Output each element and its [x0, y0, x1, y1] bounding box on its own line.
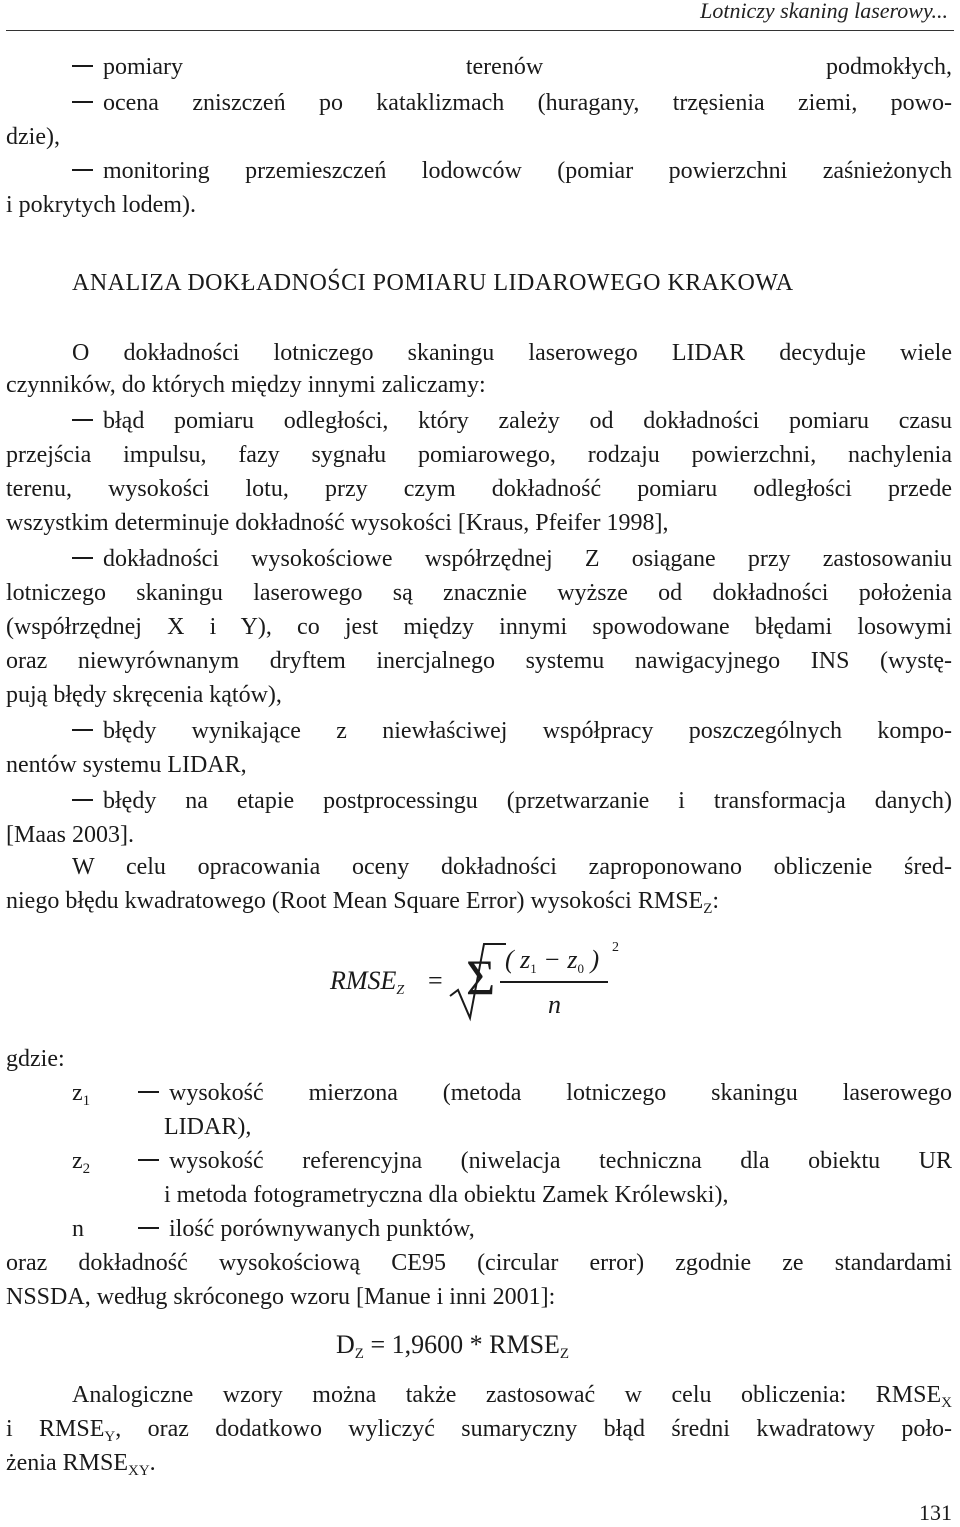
paragraph-line: O dokładności lotniczego skaningu laserowego LIDAR decyduje wiele	[72, 340, 952, 366]
dash-icon	[138, 1091, 159, 1093]
paragraph-line: czynników, do których między innymi zaliczamy:	[6, 372, 486, 398]
dash-icon	[72, 729, 93, 731]
def-cont: i metoda fotogrametryczna dla obiektu Zamek Królewski),	[164, 1182, 729, 1208]
bullet-line: pują błędy skręcenia kątów),	[6, 682, 282, 708]
bullet-line: (współrzędnej X i Y), co jest między innymi spowodowane błędami losowymi	[6, 614, 952, 640]
dash-icon	[72, 799, 93, 801]
list-item: ocena zniszczeń po kataklizmach (huragany, trzęsienia ziemi, powo-	[72, 88, 952, 118]
def-cont: LIDAR),	[164, 1114, 252, 1140]
def-term: n	[72, 1216, 84, 1242]
bullet-line: terenu, wysokości lotu, przy czym dokładność pomiaru odległości przede	[6, 476, 952, 502]
formula-dz: $D_Z = 1,9600$ * $RMSE_Z$	[336, 1330, 570, 1362]
paragraph-line: oraz dokładność wysokościową CE95 (circular error) zgodnie ze standardami	[6, 1250, 952, 1276]
list-item-cont: i pokrytych lodem).	[6, 192, 196, 218]
formula-lhs: $RMSE_Z$	[330, 966, 405, 998]
fraction-bar	[500, 981, 608, 983]
bullet-line: [Maas 2003].	[6, 822, 134, 848]
bullet-line: nentów systemu LIDAR,	[6, 752, 247, 778]
bullet-line: przejścia impulsu, fazy sygnału pomiarowego, rodzaju powierzchni, nachylenia	[6, 442, 952, 468]
dash-icon	[138, 1227, 159, 1229]
bullet-line: lotniczego skaningu laserowego są znacznie wyższe od dokładności położenia	[6, 580, 952, 606]
bullet-line: oraz niewyrównanym dryftem inercjalnego systemu nawigacyjnego INS (wystę-	[6, 648, 952, 674]
dash-icon	[72, 419, 93, 421]
sum-symbol: Σ	[466, 949, 496, 1005]
formula-denominator: n	[548, 990, 561, 1019]
def-term: $z_2$	[72, 1148, 91, 1177]
paragraph-line: żenia $RMSE_{XY}$.	[6, 1450, 156, 1479]
section-heading: ANALIZA DOKŁADNOŚCI POMIARU LIDAROWEGO KRAKOWA	[72, 270, 794, 296]
paragraph-line: i $RMSE_Y$, oraz dodatkowo wyliczyć sumaryczny błąd średni kwadratowy poło-	[6, 1416, 953, 1445]
bullet-line: błędy wynikające z niewłaściwej współpracy poszczególnych kompo-	[72, 716, 952, 746]
dash-icon	[138, 1159, 159, 1161]
page-number: 131	[919, 1500, 952, 1525]
formula-numerator: ( $z_1 - z_0$ )	[505, 945, 600, 976]
bullet-line: błąd pomiaru odległości, który zależy od dokładności pomiaru czasu	[72, 406, 952, 436]
paragraph-line: Analogiczne wzory można także zastosować w celu obliczenia: $RMSE_X$	[72, 1382, 952, 1411]
list-item-cont: dzie),	[6, 124, 60, 150]
formula-eq: =	[428, 966, 443, 995]
bullet-line: błędy na etapie postprocessingu (przetwarzanie i transformacja danych)	[72, 786, 952, 816]
dash-icon	[72, 101, 93, 103]
running-header: Lotniczy skaning laserowy...	[700, 0, 948, 23]
paragraph-line: NSSDA, według skróconego wzoru [Manue i inni 2001]:	[6, 1284, 556, 1310]
formula-power: 2	[612, 940, 619, 955]
bullet-line: wszystkim determinuje dokładność wysokości [Kraus, Pfeifer 1998],	[6, 510, 669, 536]
paragraph-line: niego błędu kwadratowego (Root Mean Square Error) wysokości $RMSE_Z$:	[6, 888, 720, 917]
def-text: ilość porównywanych punktów,	[138, 1214, 952, 1244]
dash-icon	[72, 65, 93, 67]
list-item: monitoring przemieszczeń lodowców (pomiar powierzchni zaśnieżonych	[72, 156, 952, 186]
dash-icon	[72, 169, 93, 171]
list-item: pomiary terenów podmokłych,	[72, 52, 952, 82]
gdzie-label: gdzie:	[6, 1046, 65, 1072]
def-term: $z_1$	[72, 1080, 91, 1109]
def-text: wysokość referencyjna (niwelacja techniczna dla obiektu UR	[138, 1146, 952, 1176]
header-rule	[6, 30, 954, 31]
bullet-line: dokładności wysokościowe współrzędnej Z osiągane przy zastosowaniu	[72, 544, 952, 574]
paragraph-line: W celu opracowania oceny dokładności zaproponowano obliczenie śred-	[72, 854, 952, 880]
dash-icon	[72, 557, 93, 559]
def-text: wysokość mierzona (metoda lotniczego skaningu laserowego	[138, 1078, 952, 1108]
